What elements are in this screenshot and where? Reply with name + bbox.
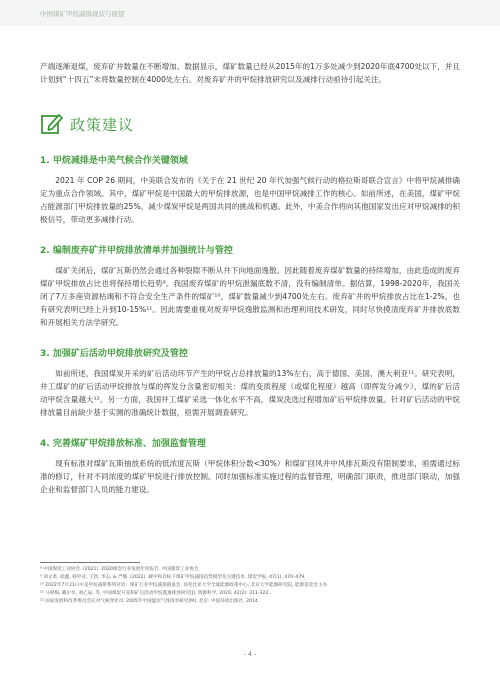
footnote: ⁸ 中国煤炭工业协会. (2021). 2020煤炭行业发展年度报告. 中国煤炭工业协会.	[40, 567, 200, 572]
item-paragraph: 煤矿关闭后，煤矿瓦斯仍然会通过各种裂隙不断从井下向地面逸散。因此随着废弃煤矿数量的持续增加，由此造成的废弃煤矿甲烷排放占比也将保持增长趋势⁹。我国废弃煤矿的甲烷泄漏底数不清，没有编制清单。据估算，1998-2020年，我国关闭了7万多座资源枯竭和不符合安全生产条件的煤矿¹⁰，煤矿数量减少到4700处左右。废弃矿井的甲烷排放占比在1-2%，也有研究表明已经上升到10-15%¹¹。因此需要重视对废弃甲烷逸散监测和治理利用技术研发，同时尽快摸清废弃矿井排放底数和开展相关方法学研究。	[40, 266, 460, 327]
footnote-divider	[40, 562, 140, 563]
item-paragraph: 如前所述，我国煤炭开采的矿后活动环节产生的甲烷占总排放量的13%左右，高于德国、美国、澳大利亚¹¹。研究表明，井工煤矿的矿后活动甲烷排放与煤的挥发分含量密切相关：煤的变质程度（或煤化程度）越高（即挥发分减少），煤的矿后活动甲烷含量越大¹²。另一方面，我国井工煤矿采选一体化水平不高，煤炭洗选过程增加矿后甲烷排放量。针对矿后活动的甲烷排放量目前缺少基于实测的准确统计数据，亟需开展调查研究。	[40, 369, 460, 417]
footnote: ¹⁰ 2022年7月21日中美甲烷减排系列对话：煤矿行业甲烷减排圆桌会. 哥伦比亚大学全球能源政策中心, 北京大学能源研究院, 能源基金会主办.	[40, 583, 329, 588]
page-number: - 4 -	[243, 650, 257, 658]
running-header-title: 中国煤矿甲烷减排现状与展望	[40, 10, 125, 18]
edit-icon	[40, 112, 64, 136]
running-header	[0, 0, 500, 26]
footnote: ⁹ 刘文革, 徐鑫, 韩甲业, 王勃, 李志, & 严娜. (2022). 碳中和目标下煤矿甲烷减排趋势模型及关键技术. 煤炭学报, 47(1), 470–479.	[40, 575, 306, 580]
item-paragraph: 现有标准对煤矿瓦斯抽放系统的低浓度瓦斯（甲烷体积分数<30%）和煤矿回风井中风排瓦斯没有限制要求，亟需通过标准的修订，针对不同浓度的煤矿甲烷进行排放控制。同时加强标准实施过程的监督管理，明确部门职责，推进部门联动，加强企业和监督部门人员的能力建设。	[40, 459, 460, 494]
footnote: ¹² 国家发展和改革委员会应对气候变化司. 2005年中国温室气体清单研究[M]. 北京: 中国环境出版社, 2014.	[40, 599, 260, 604]
item-heading: 2. 编制废弃矿井甲烷排放清单并加强统计与管控	[40, 246, 233, 256]
item-heading: 3. 加强矿后活动甲烷排放研究及管控	[40, 349, 188, 359]
item-paragraph: 2021 年 COP 26 期间，中美联合发布的《关于在 21 世纪 20 年代加强气候行动的格拉斯哥联合宣言》中将甲烷减排确定为重点合作领域。其中，煤矿甲烷是中国最大的甲烷排放源，也是中国甲烷减排工作的核心。如前所述，在美国，煤矿甲烷占能源部门甲烷排放量的25%。减少煤炭甲烷是两国共同的挑战和机遇。此外，中美合作将向其他国家发出应对甲烷减排的积极信号，带动更多减排行动。	[40, 176, 460, 224]
item-heading: 4. 完善煤矿甲烷排放标准、加强监督管理	[40, 439, 206, 449]
footnotes	[40, 566, 460, 606]
footnote: ¹¹ 马翠梅, 戴尔阜, 刘乙辰, 等. 中国煤炭开采和矿后活动甲烷逃逸排放研究[J]. 资源科学, 2020, 42(2): 311-322.	[40, 591, 270, 596]
main-content	[40, 60, 460, 496]
intro-paragraph: 产端逐渐退煤，废弃矿井数量在不断增加。数据显示，煤矿数量已经从2015年的1万多处减少到2020年底4700处以下，并且计划到“十四五”末将数量控制在4000处左右。对废弃矿井的甲烷排放研究以及减排行动亟待引起关注。	[40, 62, 460, 84]
section-heading	[40, 112, 460, 136]
section-title: 政策建议	[70, 115, 135, 134]
item-heading: 1. 甲烷减排是中美气候合作关键领域	[40, 156, 188, 166]
